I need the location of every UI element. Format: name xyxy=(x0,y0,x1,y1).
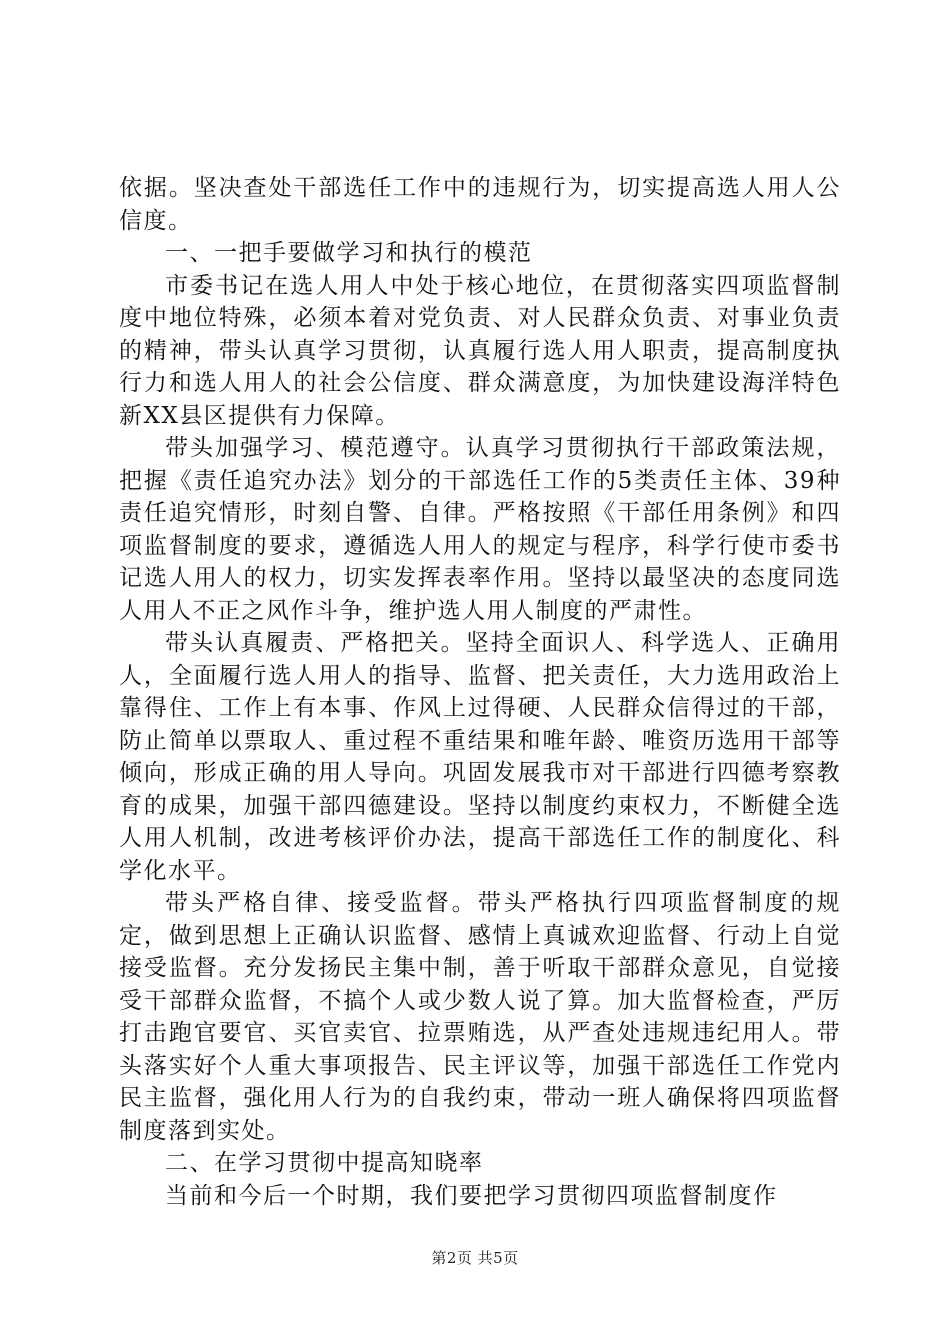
paragraph-discipline: 带头严格自律、接受监督。带头严格执行四项监督制度的规定，做到思想上正确认识监督、感情上真诚欢迎监督、行动上自觉接受监督。充分发扬民主集中制，善于听取干部群众意见，自觉接受干部群众监督，不搞个人或少数人说了算。加大监督检查，严厉打击跑官要官、买官卖官、拉票贿选，从严查处违规违纪用人。带头落实好个人重大事项报告、民主评议等，加强干部选任工作党内民主监督，强化用人行为的自我约束，带动一班人确保将四项监督制度落到实处。 xyxy=(119,890,841,1144)
section-heading-2: 二、在学习贯彻中提高知晓率 xyxy=(165,1150,484,1176)
paragraph-study: 带头加强学习、模范遵守。认真学习贯彻执行干部政策法规，把握《责任追究办法》划分的干部选任工作的5类责任主体、39种责任追究情形，时刻自警、自律。严格按照《干部任用条例》和四项监督制度的要求，遵循选人用人的规定与程序，科学行使市委书记选人用人的权力，切实发挥表率作用。坚持以最坚决的态度同选人用人不正之风作斗争，维护选人用人制度的严肃性。 xyxy=(119,435,841,624)
paragraph-duty: 带头认真履责、严格把关。坚持全面识人、科学选人、正确用人，全面履行选人用人的指导、监督、把关责任，大力选用政治上靠得住、工作上有本事、作风上过得硬、人民群众信得过的干部，防止简单以票取人、重过程不重结果和唯年龄、唯资历选用干部等倾向，形成正确的用人导向。巩固发展我市对干部进行四德考察教育的成果，加强干部四德建设。坚持以制度约束权力，不断健全选人用人机制，改进考核评价办法，提高干部选任工作的制度化、科学化水平。 xyxy=(119,630,841,884)
paragraph-intro: 市委书记在选人用人中处于核心地位，在贯彻落实四项监督制度中地位特殊，必须本着对党负责、对人民群众负责、对事业负责的精神，带头认真学习贯彻，认真履行选人用人职责，提高制度执行力和选人用人的社会公信度、群众满意度，为加快建设海洋特色新XX县区提供有力保障。 xyxy=(119,272,841,429)
paragraph-current: 当前和今后一个时期，我们要把学习贯彻四项监督制度作 xyxy=(165,1182,778,1209)
section-heading-1: 一、一把手要做学习和执行的模范 xyxy=(165,240,533,266)
page-footer: 第2页 共5页 xyxy=(431,1249,519,1267)
document-body xyxy=(119,172,841,1212)
paragraph-continuation: 依据。坚决查处干部选任工作中的违规行为，切实提高选人用人公信度。 xyxy=(119,175,841,234)
